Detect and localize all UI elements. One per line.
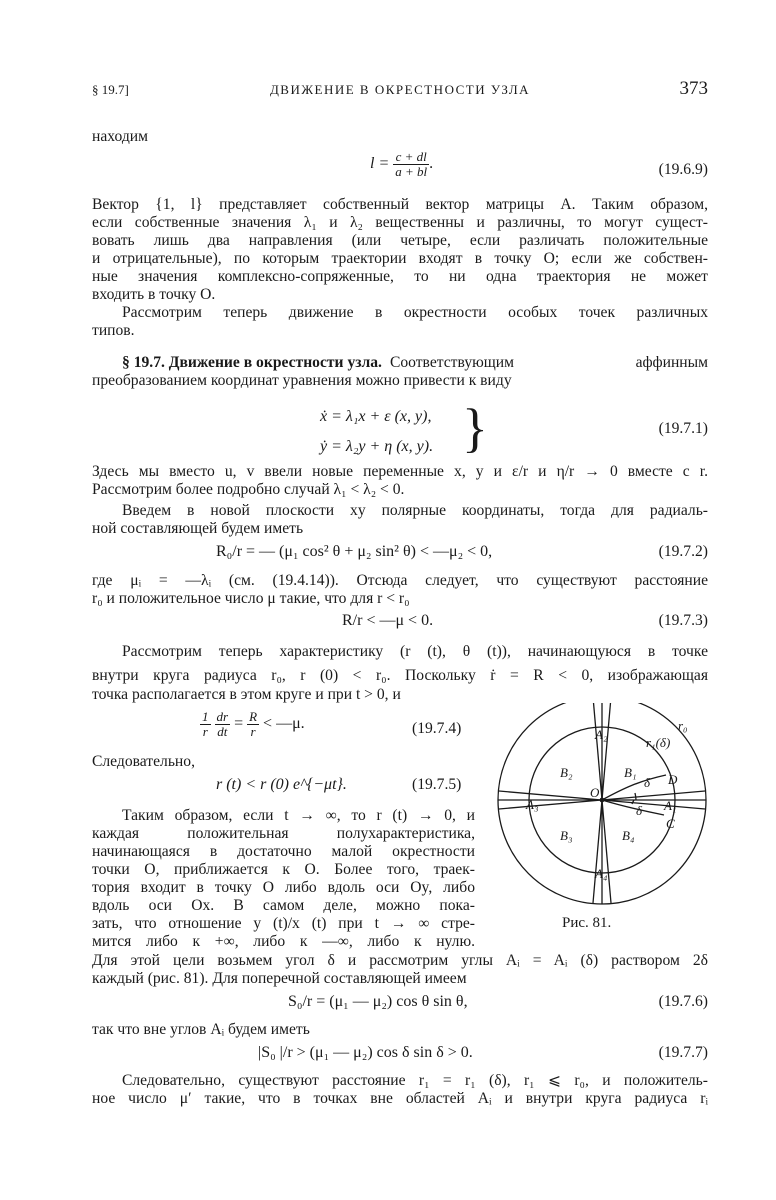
text-line: каждая положительная полухарактеристика, xyxy=(92,825,475,842)
text-line: Рассмотрим теперь движение в окрестности особых точек различных xyxy=(122,304,708,321)
text-line: точки O, приближается к O. Более того, траек- xyxy=(92,861,475,878)
eq-tail: < —μ. xyxy=(263,715,305,733)
text-line: ной составляющей будем иметь xyxy=(92,520,304,537)
equation-number: (19.7.3) xyxy=(658,612,708,629)
text-line: так что вне углов Aᵢ будем иметь xyxy=(92,1021,310,1038)
equation-19-7-5 xyxy=(216,776,347,794)
eq-numerator: 1 xyxy=(202,709,209,724)
text-line: Вектор {1, l} представляет собственный вектор матрицы A. Таким образом, xyxy=(92,196,708,213)
eq-numerator: R xyxy=(249,709,258,724)
equation-19-7-7: |S₀ |/r > (μ₁ — μ₂) cos δ sin δ > 0. xyxy=(258,1044,473,1061)
text-line: находим xyxy=(92,128,148,145)
eq-denominator: r xyxy=(250,724,256,739)
label-B4: B₄ xyxy=(622,828,635,843)
eq-denominator: r xyxy=(202,724,208,739)
text-line: преобразованием координат уравнения можно привести к виду xyxy=(92,372,512,389)
eq-fraction xyxy=(215,710,231,739)
text-line: Здесь мы вместо u, v ввели новые переменные x, y и ε/r и η/r → 0 вместе с r. xyxy=(92,463,708,480)
eq-line: ẋ = λ₁x + ε (x, y), xyxy=(320,408,432,425)
equation-number: (19.7.1) xyxy=(658,420,708,437)
label-C: C xyxy=(666,816,675,831)
running-header xyxy=(92,78,708,102)
origin-point xyxy=(600,798,605,803)
text-line: мится либо к +∞, либо к —∞, либо к нулю. xyxy=(92,933,475,950)
figure-81 xyxy=(494,703,718,927)
label-r0: r₀ xyxy=(678,718,688,733)
equation-19-7-1 xyxy=(320,402,433,462)
eq-numerator: dr xyxy=(216,709,229,724)
text-line: входить в точку O. xyxy=(92,286,216,303)
label-D: D xyxy=(668,772,678,787)
text-fragment: Соответствующим аффинным xyxy=(389,354,708,371)
equation-number: (19.7.6) xyxy=(658,993,708,1010)
text-line: Рассмотрим теперь характеристику (r (t), θ (t)), начинающуюся в точке xyxy=(122,643,708,660)
eq-denominator: dt xyxy=(217,724,228,739)
eq-denominator: a + bl xyxy=(395,164,428,179)
text-line: ные значения комплексно-сопряженные, то ни одна траектория не может xyxy=(92,268,708,285)
eq-text: r (t) < r (0) e^{−μt}. xyxy=(216,776,347,793)
text-line: ное число μ′ такие, что в точках вне областей Aᵢ и внутри круга радиуса rᵢ xyxy=(92,1090,708,1107)
equation-19-7-2: R₀/r = — (μ₁ cos² θ + μ₂ sin² θ) < —μ₂ < 0, xyxy=(216,543,493,560)
label-A1: A₁ xyxy=(664,798,677,813)
text-line: Рассмотрим более подробно случай λ₁ < λ₂ < 0. xyxy=(92,481,405,498)
equation-number: (19.7.2) xyxy=(658,543,708,560)
equation-19-7-3: R/r < —μ < 0. xyxy=(342,612,434,629)
equation-19-6-9 xyxy=(370,150,433,179)
header-section-ref: § 19.7] xyxy=(92,82,129,97)
label-A4: A₄ xyxy=(595,866,608,881)
label-O: O xyxy=(590,785,600,800)
text-line: Следовательно, xyxy=(92,753,195,770)
text-line: каждый (рис. 81). Для поперечной составляющей имеем xyxy=(92,970,467,987)
label-A3: A₃ xyxy=(526,797,539,812)
eq-fraction xyxy=(200,710,211,739)
equation-19-7-4: $\frac{1}{r}$ $\frac{dr}{dt}$ = $\frac{R}{r}$ < —μ. xyxy=(202,709,305,739)
equation-number: (19.7.5) xyxy=(412,776,462,793)
brace: } xyxy=(462,398,488,458)
text-line: r₀ и положительное число μ такие, что для r < r₀ xyxy=(92,590,410,607)
equation-19-7-6: S₀/r = (μ₁ — μ₂) cos θ sin θ, xyxy=(288,993,468,1010)
text-line: Следовательно, существуют расстояние r₁ = r₁ (δ), r₁ ⩽ r₀, и положитель- xyxy=(122,1072,708,1089)
text-line: где μᵢ = —λᵢ (см. (19.4.14)). Отсюда следует, что существуют расстояние xyxy=(92,572,708,589)
text-line: точка располагается в этом круге и при t > 0, и xyxy=(92,686,401,703)
eq-fraction xyxy=(247,710,259,739)
label-r1-delta: r₁(δ) xyxy=(646,735,671,750)
section-heading: § 19.7. Движение в окрестности узла. xyxy=(122,354,382,371)
text-line: начинающаяся в достаточно малой окрестности xyxy=(92,843,475,860)
label-delta: δ xyxy=(636,803,643,818)
text-line: Для этой цели возьмем угол δ и рассмотрим углы Aᵢ = Aᵢ (δ) раствором 2δ xyxy=(92,952,708,969)
label-B1: B₁ xyxy=(624,765,637,780)
text-line: типов. xyxy=(92,322,135,339)
header-running-title: ДВИЖЕНИЕ В ОКРЕСТНОСТИ УЗЛА xyxy=(269,82,531,97)
text-line: внутри круга радиуса r₀, r (0) < r₀. Поскольку ṙ = R < 0, изображающая xyxy=(92,667,708,684)
text-line: и отрицательные), по которым траектории входят в точку O; если же собствен- xyxy=(92,250,708,267)
label-A2: A₂ xyxy=(595,727,608,742)
text-line: тория входит в точку O либо вдоль оси Oy, либо xyxy=(92,879,475,896)
section-heading-line xyxy=(122,354,708,372)
delta-arc xyxy=(635,793,636,800)
equation-number: (19.6.9) xyxy=(658,161,708,178)
text-line: Введем в новой плоскости xy полярные координаты, тогда для радиаль- xyxy=(122,502,708,519)
equation-number: (19.7.7) xyxy=(658,1044,708,1061)
eq-lhs: l = xyxy=(370,155,390,173)
label-B2: B₂ xyxy=(560,765,573,780)
equation-number: (19.7.4) xyxy=(412,720,462,737)
text-line: если собственные значения λ₁ и λ₂ вещественны и различны, то могут сущест- xyxy=(92,214,708,231)
text-line: Таким образом, если t → ∞, то r (t) → 0, и xyxy=(122,807,475,824)
text-line: вдоль оси Ox. В самом деле, можно пока- xyxy=(92,897,475,914)
phase-portrait-diagram xyxy=(494,703,718,927)
label-B3: B₃ xyxy=(560,828,573,843)
eq-numerator: c + dl xyxy=(393,150,429,165)
eq-tail: . xyxy=(429,155,434,173)
text-line: вовать лишь два направления (или четыре, если различать положительные xyxy=(92,232,708,249)
page-number: 373 xyxy=(679,78,708,99)
label-delta: δ xyxy=(644,775,651,790)
text-line: зать, что отношение y (t)/x (t) при t → ∞ стре- xyxy=(92,915,475,932)
eq-fraction xyxy=(393,150,429,179)
eq-line: ẏ = λ₂y + η (x, y). xyxy=(320,438,434,455)
figure-caption: Рис. 81. xyxy=(562,915,612,931)
